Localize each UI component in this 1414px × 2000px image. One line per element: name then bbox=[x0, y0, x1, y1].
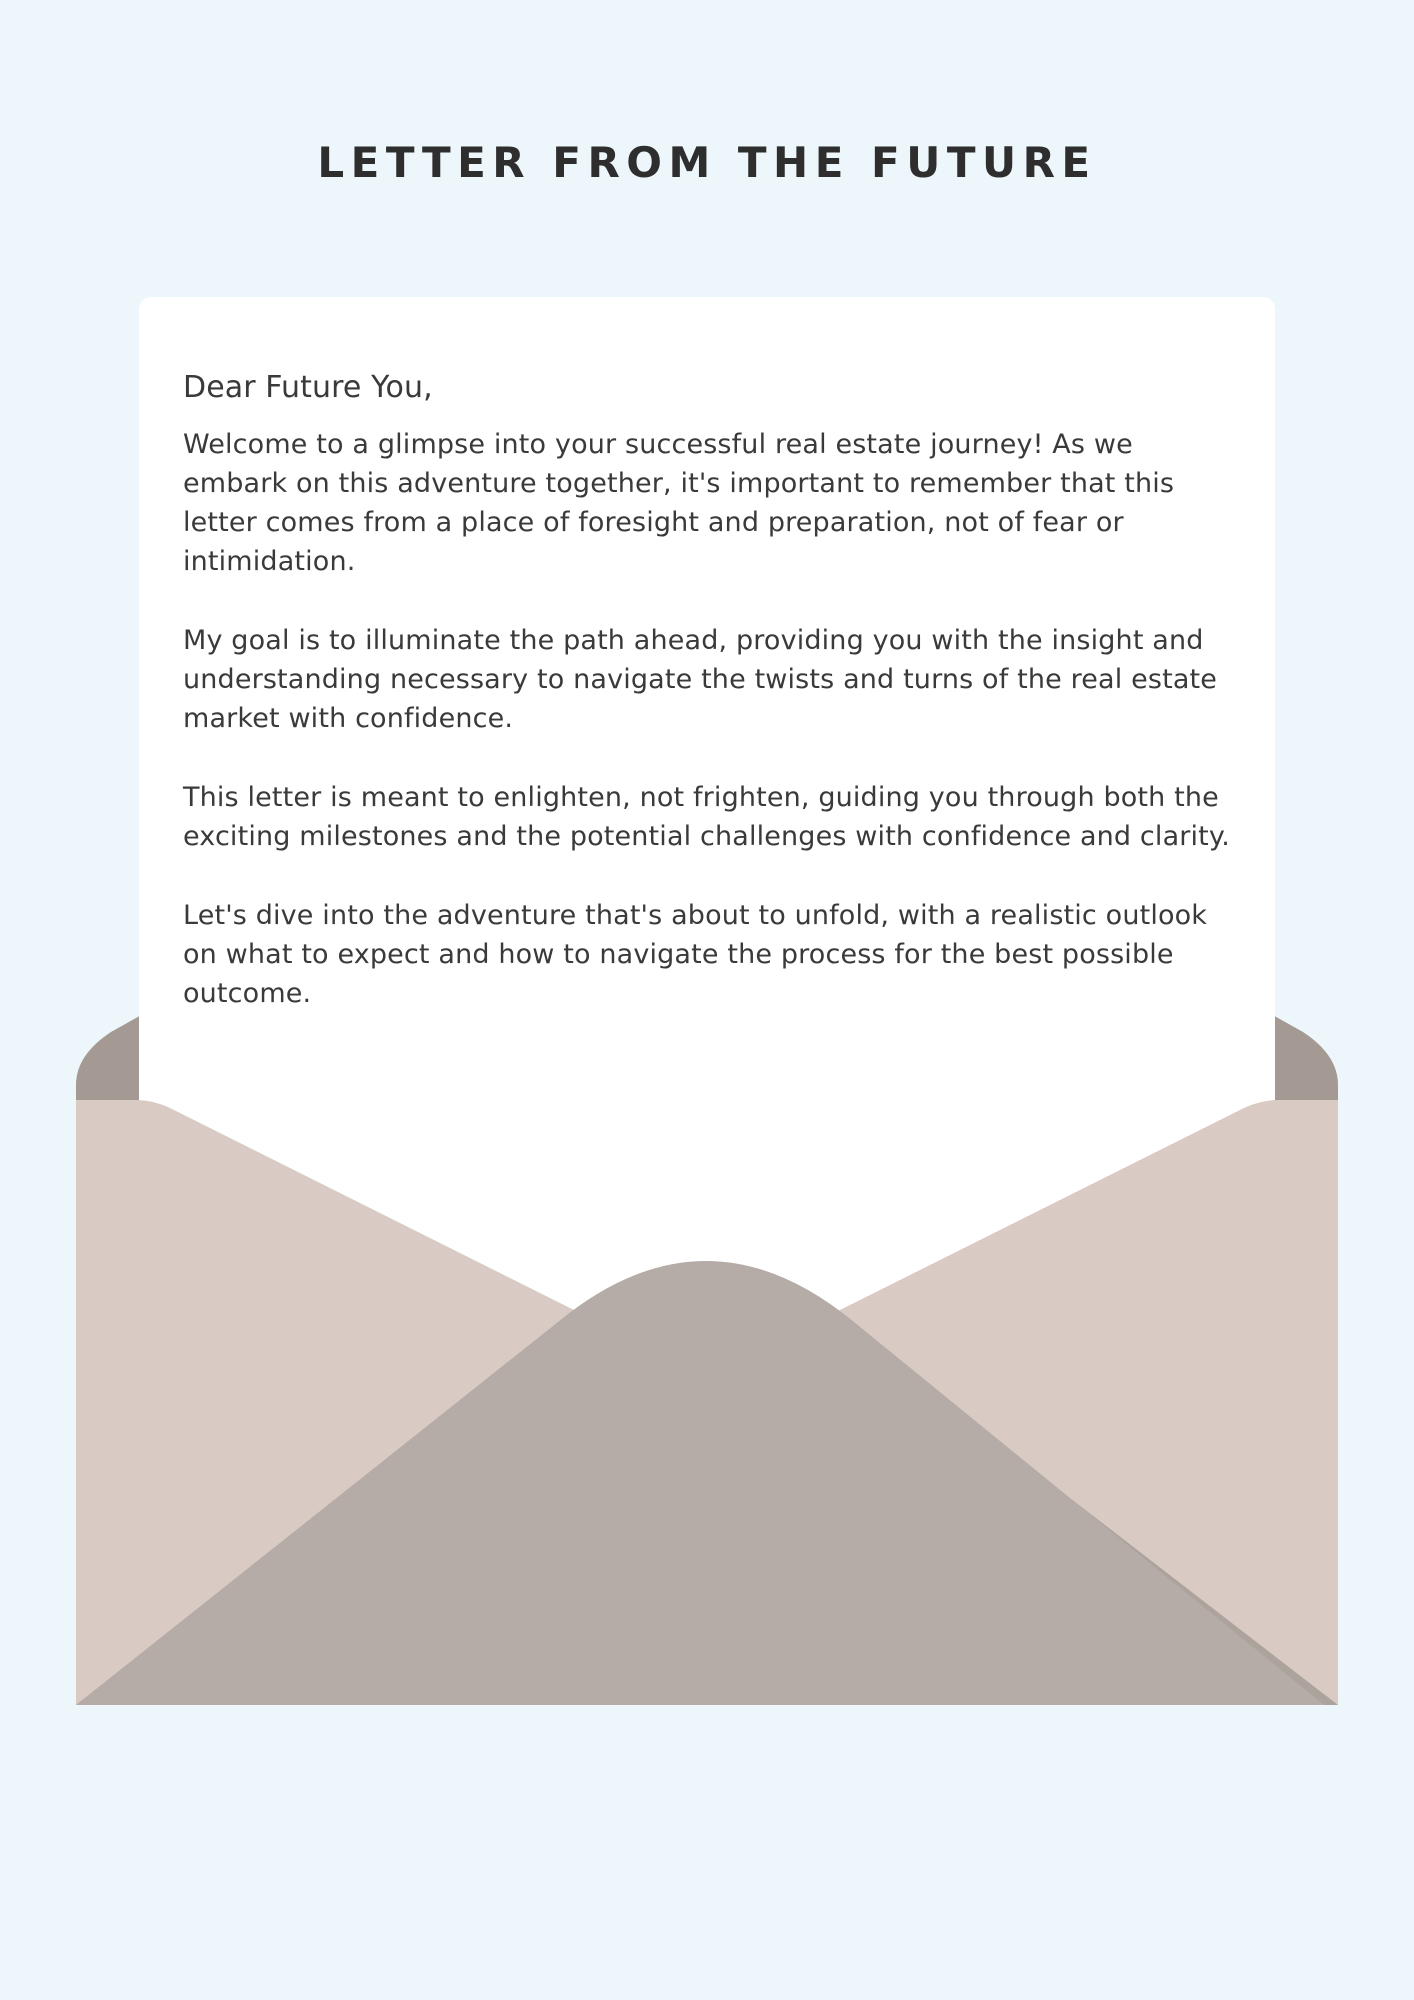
letter-paragraph-2: My goal is to illuminate the path ahead, providing you with the insight and understanding necessary to navigate the twists and turns of the real estate market with confidence. bbox=[183, 625, 1218, 734]
letter-paragraph-3: This letter is meant to enlighten, not frighten, guiding you through both the exciting milestones and the potential challenges with confidence and clarity. bbox=[183, 782, 1230, 852]
page-title: LETTER FROM THE FUTURE bbox=[317, 138, 1097, 187]
letter-greeting: Dear Future You, bbox=[183, 370, 433, 405]
letter-body bbox=[183, 369, 1243, 1053]
letter-paragraph-4: Let's dive into the adventure that's about to unfold, with a realistic outlook on what to expect and how to navigate the process for the best possible outcome. bbox=[183, 900, 1208, 1009]
envelope-front bbox=[76, 1100, 1338, 1705]
letter-paragraph-1: Welcome to a glimpse into your successful real estate journey! As we embark on this adventure together, it's important to remember that this letter comes from a place of foresight and preparation, not of fear or intimidation. bbox=[183, 429, 1175, 577]
